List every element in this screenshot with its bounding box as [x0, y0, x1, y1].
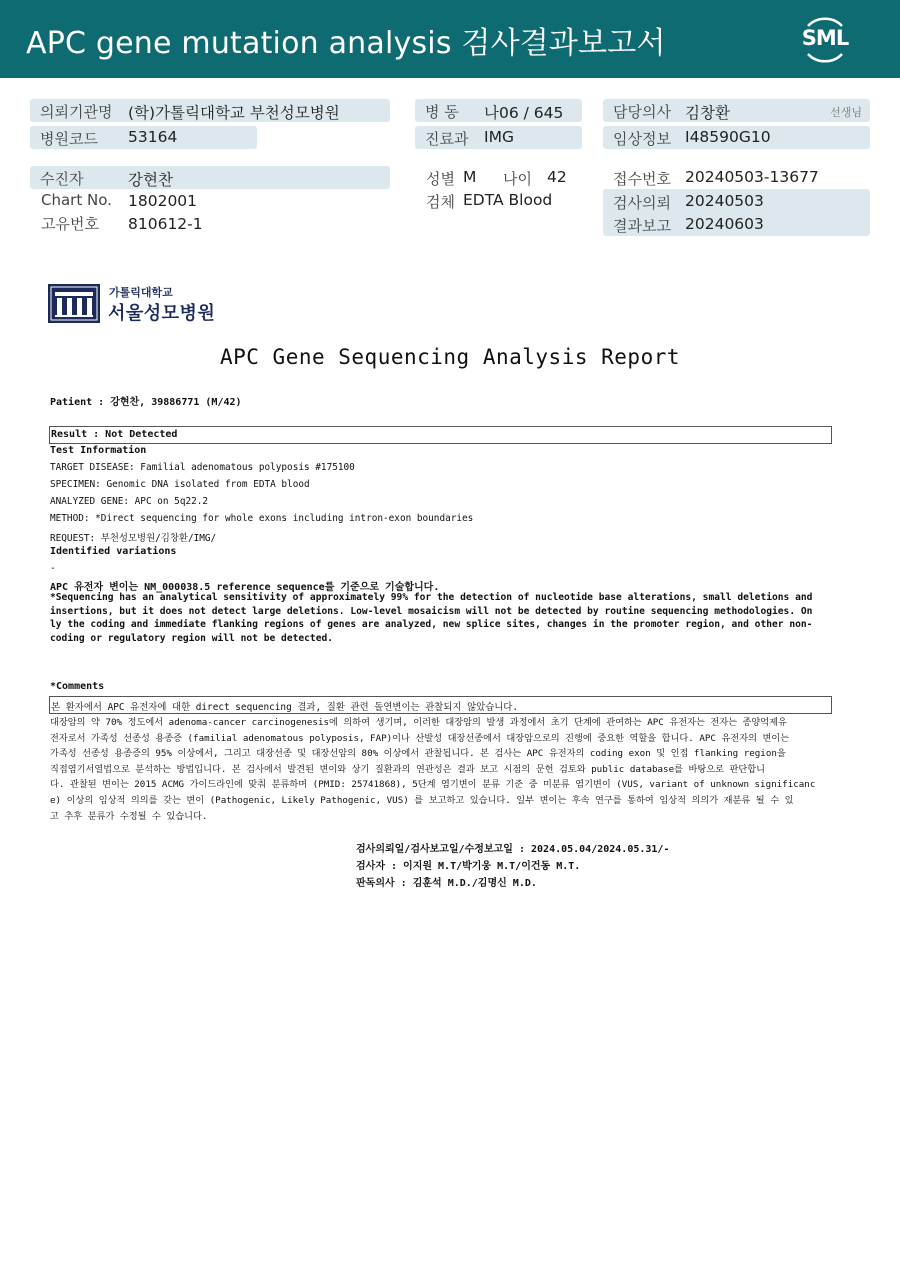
specimen-value: EDTA Blood [463, 191, 553, 209]
ward-field [415, 99, 582, 122]
dates-field [603, 189, 870, 236]
hospital-emblem-icon [47, 283, 101, 324]
chart-value: 1802001 [128, 192, 198, 210]
patient-label: 수진자 [40, 170, 84, 188]
unique-value: 810612-1 [128, 215, 203, 233]
dept-field [415, 126, 582, 149]
hospital-code-value: 53164 [128, 128, 178, 146]
specimen-label: 검체 [426, 193, 455, 211]
result-box: Result : Not Detected [49, 426, 832, 444]
report-date-value: 20240603 [685, 215, 764, 233]
receipt-value: 20240503-13677 [685, 168, 819, 186]
report-title: APC Gene Sequencing Analysis Report [219, 345, 680, 369]
doctor-suffix: 선생님 [830, 106, 862, 119]
hospital-code-label: 병원코드 [40, 130, 98, 148]
sensitivity-line: ly the coding and immediate flanking regions of genes are analyzed, new splice sites, changes in the promoter region, and other non- [50, 619, 813, 631]
comment-line: 대장암의 약 70% 정도에서 adenoma-cancer carcinogenesis에 의하여 생기며, 이러한 대장암의 발생 과정에서 초기 단계에 관여하는 APC 유전자는 전자는 종양억제유 [50, 717, 787, 728]
ward-label: 병 동 [425, 103, 459, 121]
comment-line: 고 추후 분류가 수정될 수 있습니다. [50, 810, 208, 822]
tester-line: 검사자 : 이지원 M.T/박기웅 M.T/이건동 M.T. [356, 861, 581, 872]
dept-label: 진료과 [425, 130, 469, 148]
institution-field [30, 99, 390, 122]
unique-label: 고유번호 [41, 215, 99, 233]
sensitivity-line: coding or regulatory region will not be detected. [50, 632, 334, 644]
patient-value: 강현찬 [128, 171, 173, 189]
report-date-label: 결과보고 [613, 217, 671, 235]
clinical-value: I48590G10 [685, 128, 771, 146]
comment-line: e) 이상의 임상적 의의를 갖는 변이 (Pathogenic, Likely Pathogenic, VUS) 를 보고하고 있습니다. 일부 변이는 후속 연구를 통하여 임상적 의의가 재분류 될 수 있 [50, 794, 794, 806]
comment-line: 다. 관찰된 변이는 2015 ACMG 가이드라인에 맞춰 분류하며 (PMID: 25741868), 5단계 염기변이 분류 기준 중 미분류 염기변이 (VUS, variant of unknown significanc [50, 779, 816, 791]
comment-line: 가족성 선종성 용종증의 95% 이상에서, 그리고 대장선종 및 대장선암의 80% 이상에서 관찰됩니다. 본 검사는 APC 유전자의 coding exon 및 인접 flanking region을 [50, 748, 786, 760]
hospital-main-name: 서울성모병원 [108, 303, 216, 324]
patient-field [30, 166, 390, 189]
request-line: REQUEST: 부천성모병원/김창환/IMG/ [50, 533, 217, 544]
comment-line: 직접염기서열법으로 분석하는 방법입니다. 본 검사에서 발견된 변이와 상기 질환과의 연관성은 결과 보고 시점의 문헌 검토와 public database를 바탕으로 판단합니 [50, 763, 766, 775]
age-label: 나이 [503, 170, 532, 188]
request-date-value: 20240503 [685, 192, 764, 210]
chart-label: Chart No. [41, 191, 112, 209]
doctor-field [603, 99, 870, 122]
reference-note: APC 유전자 변이는 NM_000038.5 reference sequence를 기준으로 기술합니다. [50, 582, 440, 593]
logo-text: SML [801, 26, 849, 50]
sex-label: 성별 [426, 170, 455, 188]
test-info-heading: Test Information [50, 445, 147, 456]
report-header-title: APC gene mutation analysis 검사결과보고서 [26, 26, 666, 61]
doctor-label: 담당의사 [613, 103, 671, 121]
analyzed-gene-line: ANALYZED GENE: APC on 5q22.2 [50, 496, 209, 507]
dept-value: IMG [484, 128, 514, 146]
age-value: 42 [547, 168, 567, 186]
method-line: METHOD: *Direct sequencing for whole exons including intron-exon boundaries [50, 513, 474, 524]
sensitivity-line: insertions, but it does not detect large deletions. Low-level mosaicism will not be detected by routine sequencing methodologies. On [50, 605, 813, 617]
comment-box: 본 환자에서 APC 유전자에 대한 direct sequencing 결과, 질환 관련 돌연변이는 관찰되지 않았습니다. [49, 696, 832, 714]
comment-line: 전자로서 가족성 선종성 용종증 (familial adenomatous polyposis, FAP)이나 산발성 대장선종에서 대장암으로의 진행에 중요한 역할을 합니다. APC 유전자의 변이는 [50, 732, 790, 744]
comments-heading: *Comments [50, 681, 105, 692]
sex-value: M [463, 168, 477, 186]
institution-label: 의뢰기관명 [40, 103, 113, 121]
identified-heading: Identified variations [50, 546, 177, 557]
target-disease-line: TARGET DISEASE: Familial adenomatous polyposis #175100 [50, 462, 355, 473]
clinical-label: 임상정보 [613, 130, 671, 148]
request-date-label: 검사의뢰 [613, 194, 671, 212]
comment-paragraph [50, 715, 815, 824]
clinical-field [603, 126, 870, 149]
reader-line: 판독의사 : 김훈석 M.D./김명신 M.D. [356, 878, 537, 889]
sensitivity-line: *Sequencing has an analytical sensitivity of approximately 99% for the detection of nucleotide base alterations, small deletions and [50, 592, 813, 603]
receipt-label: 접수번호 [613, 170, 671, 188]
doctor-value: 김창환 [685, 104, 730, 122]
hospital-code-field [30, 126, 257, 149]
specimen-line: SPECIMEN: Genomic DNA isolated from EDTA blood [50, 479, 310, 490]
header-bar [0, 0, 900, 78]
hospital-sub-name: 가톨릭대학교 [109, 286, 173, 299]
identified-value: - [50, 563, 56, 574]
dates-line: 검사의뢰일/검사보고일/수정보고일 : 2024.05.04/2024.05.31/- [356, 844, 670, 855]
sml-logo [796, 12, 854, 66]
patient-line: Patient : 강현찬, 39886771 (M/42) [50, 397, 242, 408]
ward-value: 나06 / 645 [484, 104, 564, 122]
sensitivity-paragraph [50, 591, 812, 645]
institution-value: (학)가톨릭대학교 부천성모병원 [128, 104, 340, 122]
